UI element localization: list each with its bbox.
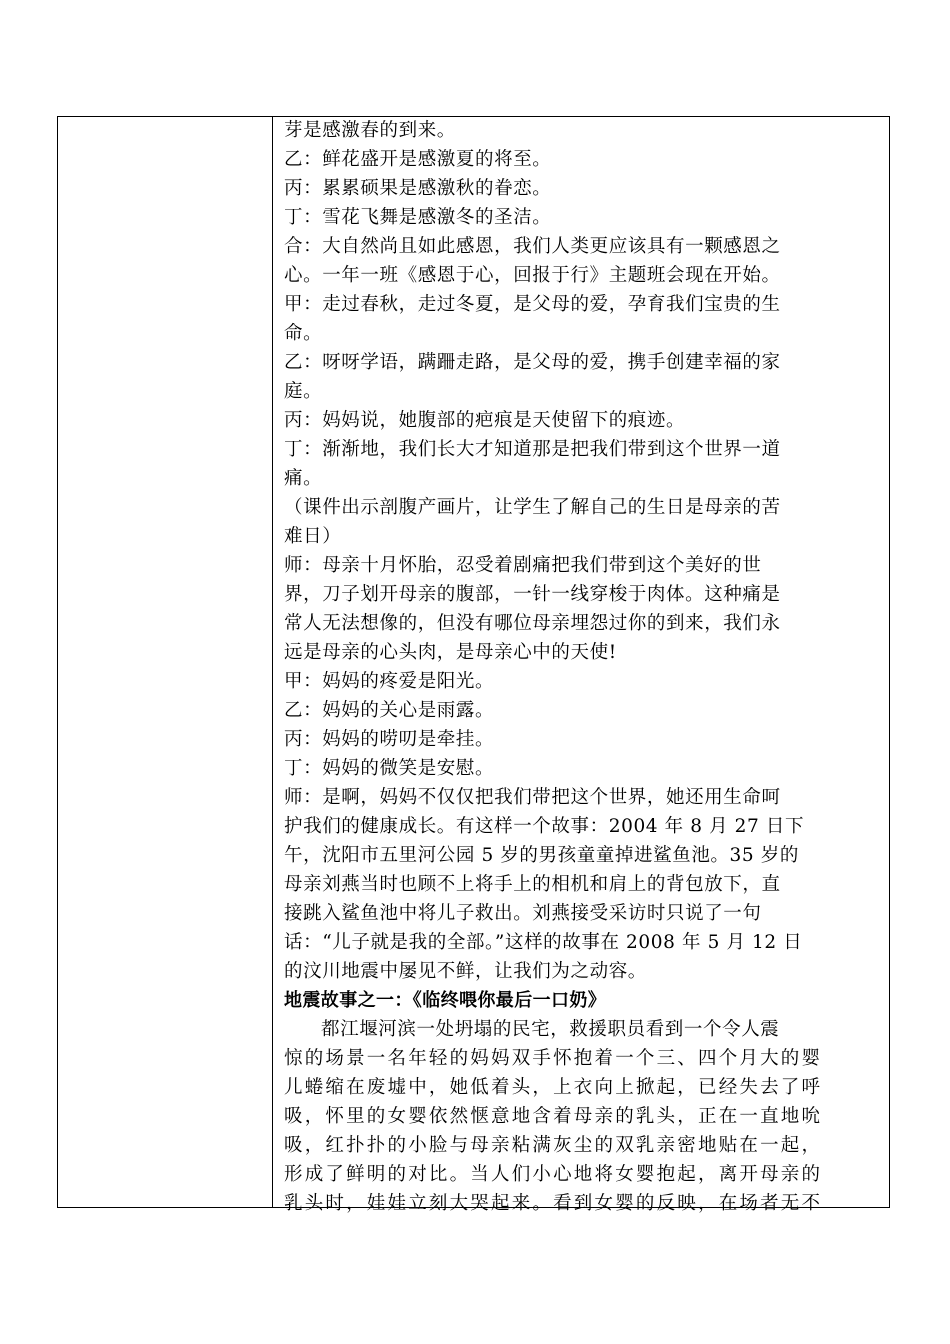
- text-line: 常人无法想像的，但没有哪位母亲埋怨过你的到来，我们永: [284, 613, 781, 634]
- text-line: 乙：妈妈的关心是雨露。: [284, 700, 495, 721]
- text-line: 丁：渐渐地，我们长大才知道那是把我们带到这个世界一道: [284, 439, 781, 460]
- story-line: 吸，怀里的女婴依然惬意地含着母亲的乳头，正在一直地吮: [284, 1106, 823, 1127]
- story-line: 都江堰河滨一处坍塌的民宅，救援职员看到一个令人震: [321, 1019, 780, 1040]
- text-line: 话：“儿子就是我的全部。”这样的故事在 2008 年 5 月 12 日: [284, 932, 803, 953]
- content-cell: [284, 116, 880, 1218]
- text-line: 界，刀子划开母亲的腹部，一针一线穿梭于肉体。这种痛是: [284, 584, 781, 605]
- story-line: 乳头时，娃娃立刻大哭起来。看到女婴的反映，在场者无不: [284, 1193, 823, 1214]
- text-line: 心。一年一班《感恩于心，回报于行》主题班会现在开始。: [284, 265, 781, 286]
- story-line: 惊的场景一名年轻的妈妈双手怀抱着一个三、四个月大的婴: [284, 1048, 823, 1069]
- text-line: 乙：呀呀学语，蹒跚走路，是父母的爱，携手创建幸福的家: [284, 352, 781, 373]
- text-line: 庭。: [284, 381, 323, 402]
- text-line: 痛。: [284, 468, 323, 489]
- story-heading: 地震故事之一：《临终喂你最后一口奶》: [284, 990, 607, 1011]
- text-line: 命。: [284, 323, 323, 344]
- text-line: 远是母亲的心头肉，是母亲心中的天使!: [284, 642, 617, 663]
- story-line: 吸，红扑扑的小脸与母亲粘满灰尘的双乳亲密地贴在一起，: [284, 1135, 823, 1156]
- text-line: 师：母亲十月怀胎，忍受着剧痛把我们带到这个美好的世: [284, 555, 762, 576]
- text-line: 难日）: [284, 526, 342, 547]
- story-line: 形成了鲜明的对比。当人们小心地将女婴抱起，离开母亲的: [284, 1164, 823, 1185]
- column-divider: [272, 116, 273, 1208]
- text-line: 丙：妈妈说，她腹部的疤痕是天使留下的痕迹。: [284, 410, 686, 431]
- text-line: 午，沈阳市五里河公园 5 岁的男孩童童掉进鲨鱼池。35 岁的: [284, 845, 799, 866]
- text-line: 丁：妈妈的微笑是安慰。: [284, 758, 495, 779]
- text-line: 母亲刘燕当时也顾不上将手上的相机和肩上的背包放下，直: [284, 874, 781, 895]
- story-line: 儿蜷缩在废墟中，她低着头，上衣向上掀起，已经失去了呼: [284, 1077, 823, 1098]
- text-line: 丁：雪花飞舞是感激冬的圣洁。: [284, 207, 552, 228]
- text-line: 芽是感激春的到来。: [284, 120, 456, 141]
- text-line: 合：大自然尚且如此感恩，我们人类更应该具有一颗感恩之: [284, 236, 781, 257]
- text-line: （课件出示剖腹产画片，让学生了解自己的生日是母亲的苦: [284, 497, 781, 518]
- text-line: 师：是啊，妈妈不仅仅把我们带把这个世界，她还用生命呵: [284, 787, 781, 808]
- text-line: 接跳入鲨鱼池中将儿子救出。刘燕接受采访时只说了一句: [284, 903, 762, 924]
- text-line: 丙：累累硕果是感激秋的眷恋。: [284, 178, 552, 199]
- text-line: 护我们的健康成长。有这样一个故事：2004 年 8 月 27 日下: [284, 816, 805, 837]
- text-line: 丙：妈妈的唠叨是牵挂。: [284, 729, 495, 750]
- text-line: 甲：走过春秋，走过冬夏，是父母的爱，孕育我们宝贵的生: [284, 294, 781, 315]
- text-line: 的汶川地震中屡见不鲜，让我们为之动容。: [284, 961, 647, 982]
- text-line: 甲：妈妈的疼爱是阳光。: [284, 671, 495, 692]
- text-line: 乙：鲜花盛开是感激夏的将至。: [284, 149, 552, 170]
